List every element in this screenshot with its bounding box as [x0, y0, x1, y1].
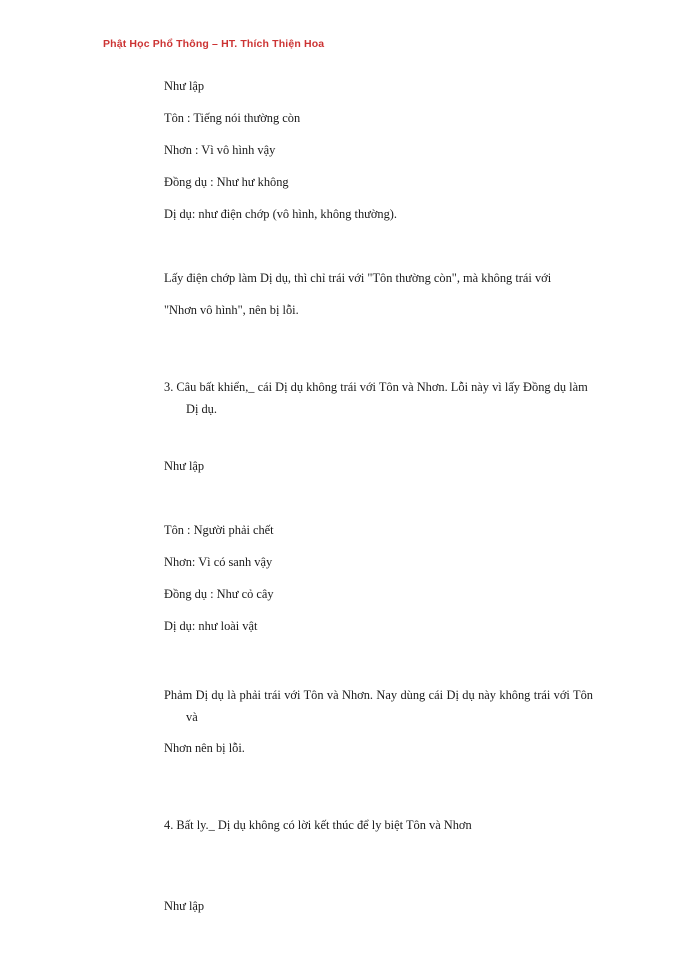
- running-header: Phật Học Phổ Thông – HT. Thích Thiện Hoa: [103, 38, 325, 50]
- spacer: [164, 336, 593, 376]
- spacer: [164, 492, 593, 524]
- spacer: [164, 240, 593, 272]
- spacer: [164, 774, 593, 814]
- spacer: [164, 420, 593, 460]
- paragraph-nhu-lap-3: Như lập: [164, 899, 205, 913]
- spacer: [164, 836, 593, 876]
- paragraph-nhon-2: Nhơn: Vì có sanh vậy: [164, 555, 273, 569]
- spacer: [164, 728, 593, 742]
- spacer: [164, 652, 593, 684]
- paragraph-dong-du-2: Đồng dụ : Như cỏ cây: [164, 587, 274, 601]
- paragraph-ton-1: Tôn : Tiếng nói thường còn: [164, 111, 301, 125]
- paragraph-ton-2: Tôn : Người phải chết: [164, 523, 274, 537]
- list-item-3: 3. Câu bất khiển,_ cái Dị dụ không trái với Tôn và Nhơn. Lỗi này vì lấy Đồng dụ làm Dị dụ.: [164, 380, 588, 416]
- paragraph-nhon-nen-bi-loi: Nhơn nên bị lỗi.: [164, 741, 245, 755]
- paragraph-nhu-lap-1: Như lập: [164, 79, 205, 93]
- list-item-4: 4. Bất ly._ Dị dụ không có lời kết thúc để ly biệt Tôn và Nhơn: [164, 818, 472, 832]
- paragraph-pham-di-du: Phảm Dị dụ là phải trái với Tôn và Nhơn. Nay dùng cái Dị dụ này không trái với Tôn và: [164, 688, 593, 724]
- paragraph-lay-dien-chop: Lấy điện chớp làm Dị dụ, thì chỉ trái với "Tôn thường còn", mà không trái với: [164, 271, 552, 285]
- document-body: [164, 80, 593, 932]
- paragraph-nhu-lap-2: Như lập: [164, 459, 205, 473]
- paragraph-di-du-2: Dị dụ: như loài vật: [164, 619, 258, 633]
- paragraph-nhon-vo-hinh: "Nhơn vô hình", nên bị lỗi.: [164, 303, 299, 317]
- spacer: [164, 876, 593, 900]
- paragraph-di-du-1: Dị dụ: như điện chớp (vô hình, không thường).: [164, 207, 398, 221]
- paragraph-dong-du-1: Đồng dụ : Như hư không: [164, 175, 289, 189]
- paragraph-nhon-1: Nhơn : Vì vô hình vậy: [164, 143, 276, 157]
